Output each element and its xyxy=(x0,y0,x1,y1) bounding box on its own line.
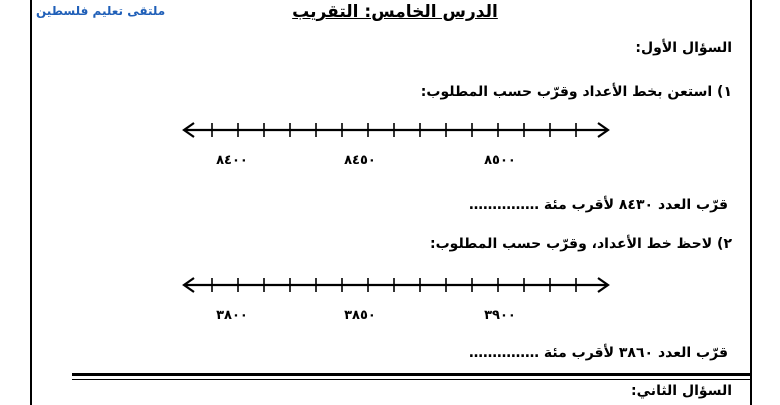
number-line-2 xyxy=(180,272,612,298)
lesson-title: الدرس الخامس: التقريب xyxy=(292,2,498,22)
question-1-heading: السؤال الأول: xyxy=(635,40,732,56)
item-2-rounding-prompt: قرّب العدد ٣٨٦٠ لأقرب مئة …………… xyxy=(469,345,728,361)
question-2-heading: السؤال الثاني: xyxy=(631,383,732,399)
item-1-instruction: ١) استعن بخط الأعداد وقرّب حسب المطلوب: xyxy=(420,84,732,100)
number-line-2-label-1: ٣٨٠٠ xyxy=(216,308,248,323)
number-line-1 xyxy=(180,117,612,143)
number-line-1-label-3: ٨٥٠٠ xyxy=(484,153,516,168)
section-divider-thin xyxy=(72,379,752,380)
number-line-2-label-2: ٣٨٥٠ xyxy=(344,308,376,323)
number-line-1-label-2: ٨٤٥٠ xyxy=(344,153,376,168)
page-border-left xyxy=(30,0,32,405)
page-border-right xyxy=(750,0,752,405)
section-divider-thick xyxy=(72,373,752,376)
number-line-1-label-1: ٨٤٠٠ xyxy=(216,153,248,168)
item-2-instruction: ٢) لاحظ خط الأعداد، وقرّب حسب المطلوب: xyxy=(430,236,732,252)
watermark-logo: ملتقى تعليم فلسطين xyxy=(36,4,166,18)
item-1-rounding-prompt: قرّب العدد ٨٤٣٠ لأقرب مئة …………… xyxy=(469,197,728,213)
number-line-2-label-3: ٣٩٠٠ xyxy=(484,308,516,323)
